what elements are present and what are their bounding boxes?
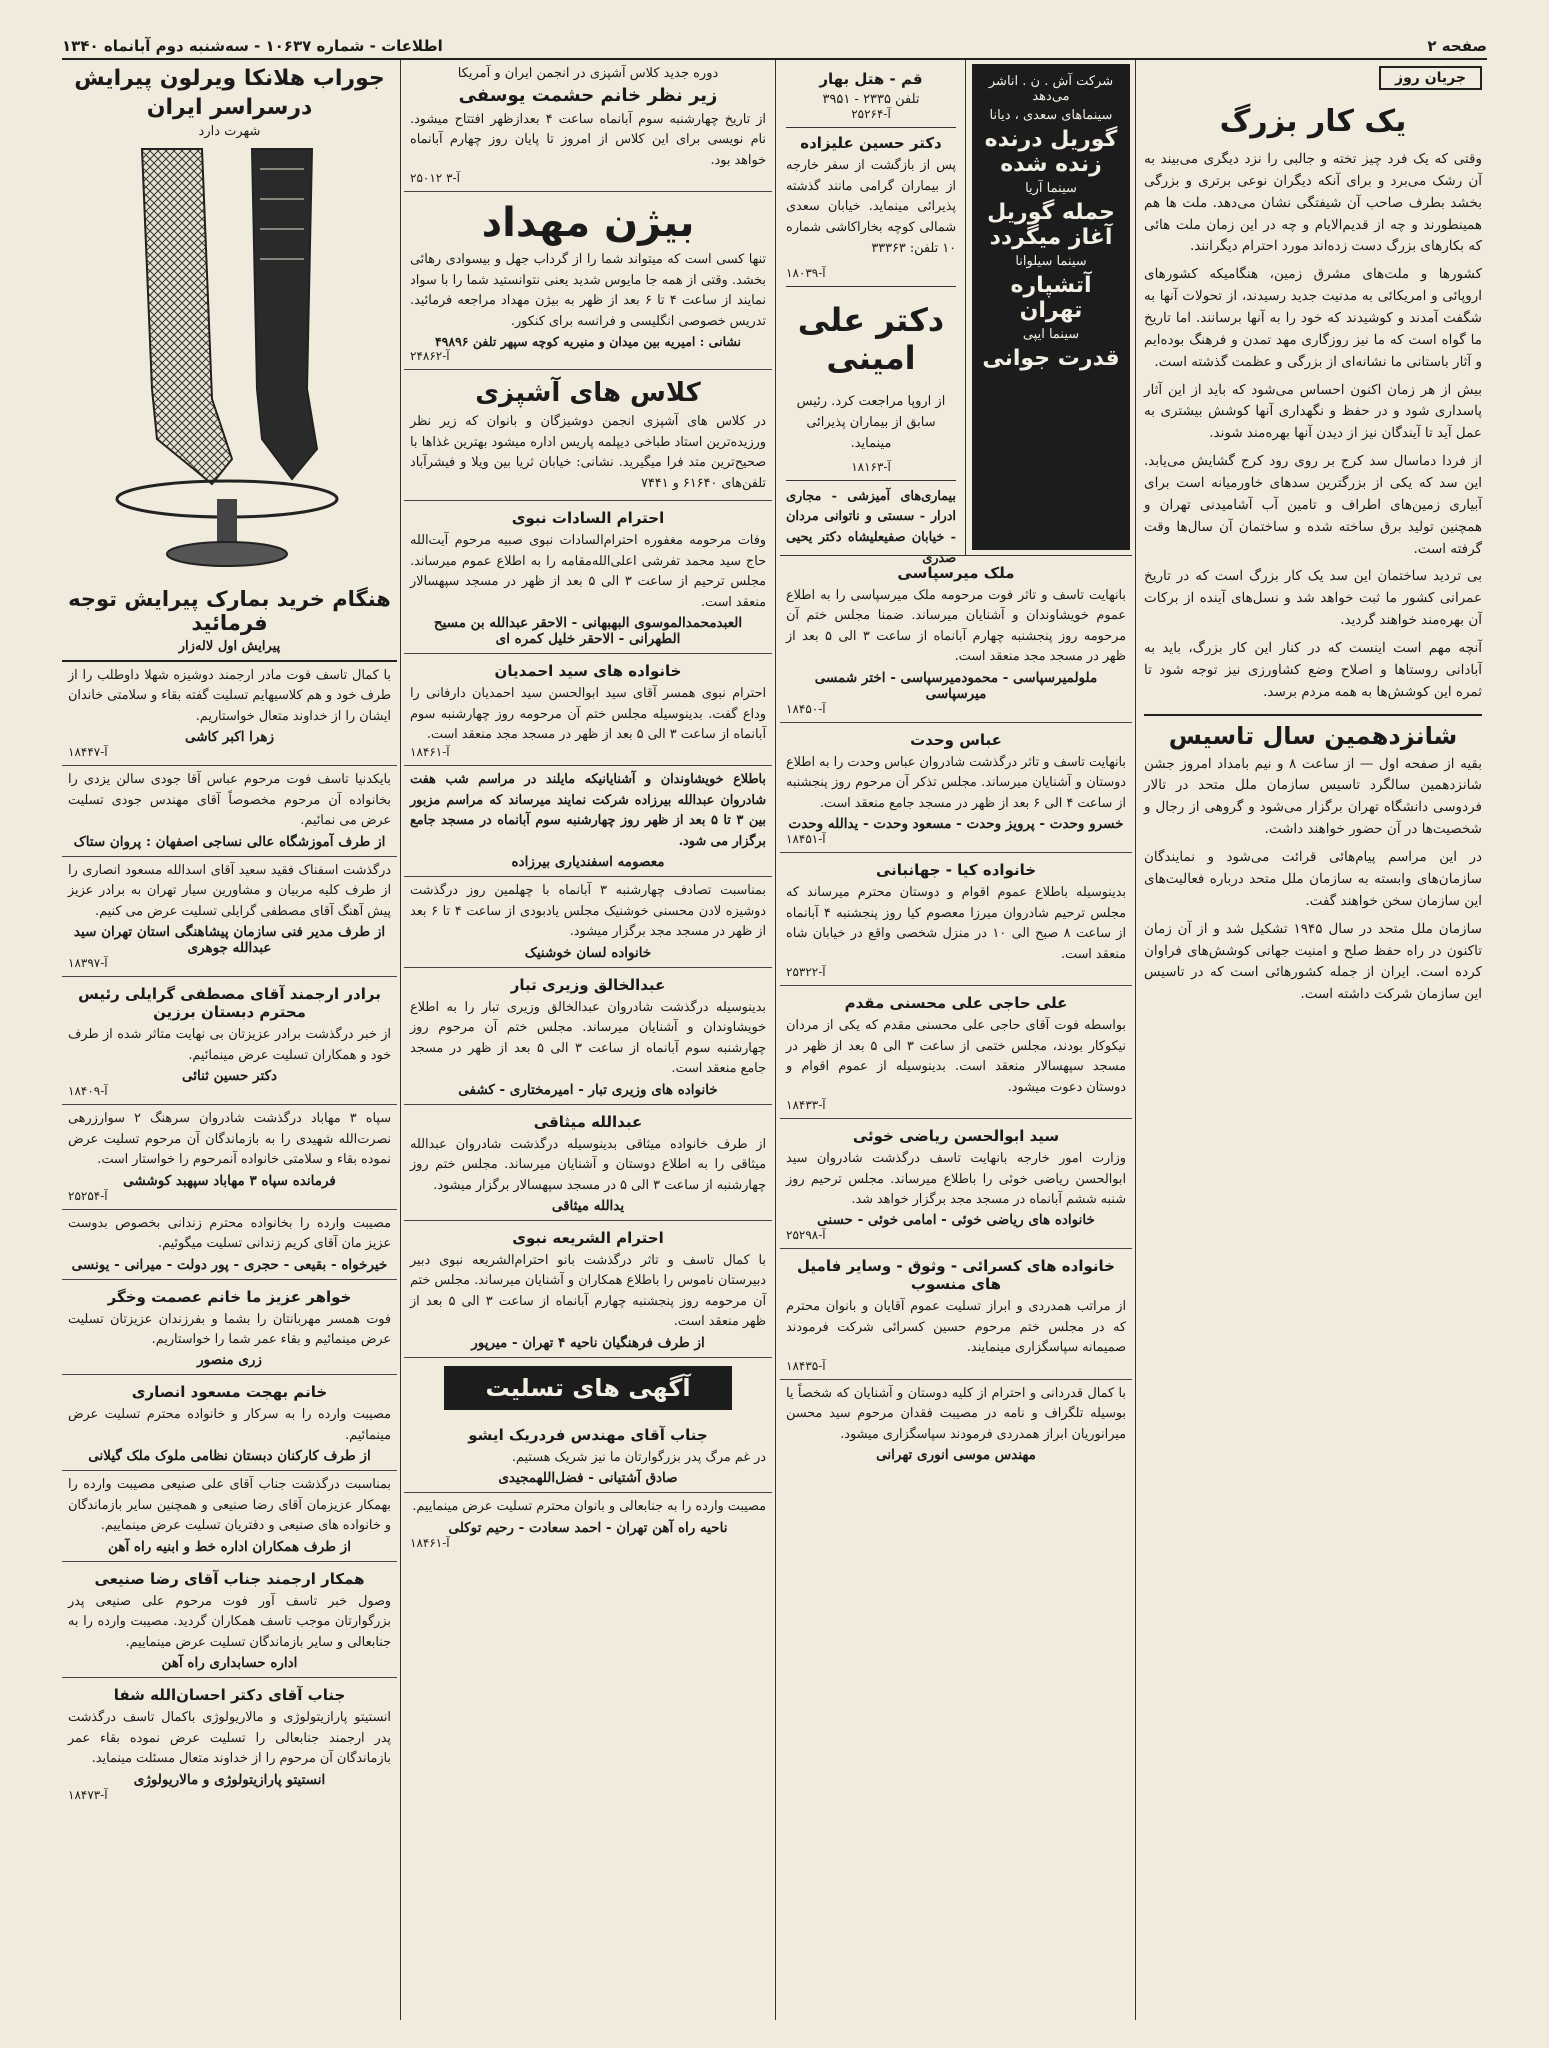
- notice-text: درگذشت اسفناک فقید سعید آقای اسدالله مسعود انصاری را از طرف کلیه مربیان و مشاورین سیار تهران به برادر عزیز پیش آهنگ آقای مصطفی گرایلی تسلیت عرض می کنیم.: [68, 862, 391, 919]
- column-rule: [775, 60, 776, 2020]
- small-ads-column: [780, 62, 962, 566]
- stockings-illustration: [62, 139, 397, 579]
- movie-title: آتشپاره تهران: [1010, 273, 1092, 323]
- notice-title: خواهر عزیز ما خانم عصمت وخگر: [107, 1287, 352, 1306]
- ad-code: آ-۱۸۱۶۳: [851, 459, 891, 474]
- condolence-notice: [62, 857, 397, 977]
- notice-text: بواسطه فوت آقای حاجی علی محسنی مقدم که یکی از مردان نیکوکار بودند، مجلس ختمی از ساعت ۳ الی ۵ بعد از ظهر در مسجد سپهسالار منعقد است. بدینوسیله از عموم اقوام و دوستان دعوت میشود.: [786, 1018, 1126, 1095]
- notice-signature: خیرخواه - بقیعی - حجری - پور دولت - میرانی - یونسی: [71, 1256, 388, 1273]
- notice-title: جناب آقای دکتر احسان‌الله شفا: [113, 1686, 346, 1705]
- obituary-notice: [780, 853, 1132, 986]
- ad-code: آ-۲۵۲۶۴: [851, 107, 891, 121]
- column-rule: [965, 60, 966, 555]
- notice-signature: دکتر حسین ثنائی: [181, 1068, 278, 1085]
- notice-text: فوت همسر مهربانتان را بشما و بفرزندان عزیزتان تسلیت عرض مینمائیم و بقاء عمر شما را خواستاریم.: [68, 1311, 391, 1347]
- obituary-notice: [780, 1119, 1132, 1249]
- notices-column-4: [62, 62, 397, 2020]
- notice-text: از مراتب همدردی و ابراز تسلیت عموم آقایان و بانوان محترم که در مجلس ختم مرحوم حسین کسرائی شرکت فرمودند صمیمانه سپاسگزاری مینمایند.: [786, 1299, 1126, 1356]
- gratitude-notice: [780, 1380, 1132, 1469]
- obituary-notice: [404, 968, 772, 1105]
- notice-text: وصول خبر تاسف آور فوت مرحوم علی صنیعی پدر بزرگوارتان موجب تاسف همکاران گردید. مصیبت وارده را به جنابعالی و سایر بازماندگان تسلیت عرض مینماییم.: [68, 1593, 391, 1650]
- ad-code: آ-۱۸۰۳۹: [786, 265, 826, 280]
- condolence-notice: [404, 1418, 772, 1493]
- hotel-name: قم - هتل بهار: [819, 70, 923, 88]
- movie-title: حمله گوریل آغاز میگردد: [987, 200, 1115, 250]
- notice-title: سید ابوالحسن ریاضی خوئی: [852, 1127, 1060, 1146]
- editorial-column: [1138, 62, 1488, 2022]
- notice-title: همکار ارجمند جناب آقای رضا صنیعی: [94, 1569, 365, 1588]
- notice-signature: زهرا اکبر کاشی: [184, 729, 275, 746]
- notice-signature: از طرف کارکنان دبستان نظامی ملوک ملک گیلانی: [88, 1448, 371, 1465]
- notice-text: بانهایت تاسف و تاثر فوت مرحومه ملک میرسپاسی را به اطلاع عموم خویشاوندان و آشنایان میرساند. ضمنا مجلس ختم آن مرحومه روز پنجشنبه چهارم آبانماه از ساعت ۳ الی ۵ بعد از ظهر در مسجد مجد منعقد است.: [786, 588, 1126, 665]
- editorial-paragraph: بیش از هر زمان اکنون احساس می‌شود که باید از این آثار پاسداری شود و در حفظ و نگهداری آنها کوشش بیشتری به عمل آید تا آیندگان نیز از دیدن آنها بهره‌مند شوند.: [1144, 381, 1482, 442]
- ad-footer: هنگام خرید بمارک پیرایش توجه فرمائید: [68, 587, 391, 635]
- editorial-title: یک کار بزرگ: [1219, 104, 1407, 139]
- notice-signature: العبدمحمدالموسوی البهبهانی - الاحقر عبدالله بن مسیح الطهرانی - الاحقر خلیل کمره ای: [433, 615, 743, 648]
- notice-signature: یدالله میثاقی: [551, 1198, 625, 1214]
- notice-title: احترام الشریعه نبوی: [512, 1229, 664, 1247]
- cooking-advertisement: [404, 370, 772, 501]
- condolence-notice: [62, 1210, 397, 1280]
- column-rule: [1135, 60, 1136, 2020]
- ad-tagline: شهرت دارد: [198, 124, 261, 139]
- memorial-notice: [404, 766, 772, 877]
- notice-signature: ناحیه راه آهن تهران - احمد سعادت - رحیم توکلی: [448, 1519, 728, 1536]
- editorial-paragraph: وقتی که یک فرد چیز تخته و جالبی را نزد دیگری می‌بیند به آن رشک می‌برد و برای آنکه دیگران نوعی برتری و بزرگی بخشد بطرف صاحب آن شیفتگی نشان می‌دهد. ملت ها هم همینطورند و چه از قدیم‌الایام و چه در این زمان ملت هائی که بکارهای بزرگ دست زده‌اند مورد احترام دیگرانند.: [1144, 151, 1482, 255]
- ad-subheadline: درسراسر ایران: [146, 95, 313, 120]
- notice-signature: از طرف آموزشگاه عالی نساجی اصفهان : پروان ستاک: [73, 833, 386, 850]
- hosiery-advertisement: [62, 66, 397, 662]
- class-text: از تاریخ چهارشنبه سوم آبانماه ساعت ۴ بعدازظهر افتتاح میشود. نام نویسی برای این کلاس از امروز تا پایان روز چهارم آبانماه خواهد بود.: [410, 112, 766, 168]
- cooking-text: در کلاس های آشپزی انجمن دوشیزگان و بانوان که زیر نظر ورزیده‌ترین استاد طباخی دیپلمه پاریس اداره میشود بهترین غذاها با صحیح‌ترین متد فرا میگیرید. نشانی: خیابان ثریا بین ویلا و فیشرآباد تلفن‌های ۶۱۶۴۰ و ۷۴۴۱: [410, 414, 766, 491]
- ad-code: آ-۱۸۴۷۳: [68, 1787, 108, 1802]
- notice-title: عبدالخالق وزیری تبار: [510, 975, 666, 994]
- editorial-paragraph: بی تردید ساختمان این سد یک کار بزرگ است که در تاریخ عمرانی کشور ما ثبت خواهد شد و نسل‌های آینده از برکات آن بهره‌مند خواهند گردید.: [1144, 568, 1482, 629]
- condolence-banner: آگهی های تسلیت: [444, 1366, 732, 1410]
- tutor-name: بیژن مهداد: [481, 200, 695, 247]
- editorial-paragraph: کشورها و ملت‌های مشرق زمین، هنگامیکه کشورهای اروپائی و امریکائی به مدنیت جدید رسیدند، از تحولات آنها به شگفت آمدند و کوشیدند که خود را به آنها برسانند. اما تاریخ ما گواه است که ما نیز روزگاری مهد تمدن و فرهنگ بوده‌ایم و آثار باستانی ما نشانه‌ای از بزرگی و عظمت گذشته است.: [1144, 266, 1482, 370]
- tutor-text: تنها کسی است که میتواند شما را از گرداب جهل و بیسوادی رهائی بخشد. وقتی از همه جا مایوس شدید یعنی نتوانستید شما را با سواد نمایند از ساعت ۴ تا ۶ بعد از ظهر به بیژن مهداد مراجعه فرمائید. تدریس خصوصی انگلیسی و فرانسه برای کنکور.: [410, 252, 766, 329]
- notice-signature: مهندس موسی انوری تهرانی: [876, 1447, 1036, 1464]
- editorial-paragraph: آنچه مهم است اینست که در کنار این کار بزرگ، باید به آبادانی روستاها و اصلاح وضع کشاورزی نیز توجه شود تا ثمره این کوشش‌ها به همه مردم برسد.: [1144, 640, 1482, 700]
- notice-text: بمناسبت درگذشت جناب آقای علی صنیعی مصیبت وارده را بهمکار عزیزمان آقای رضا صنیعی و همچنین سایر بازماندگان و خانواده های صنیعی و دفتریان تسلیت عرض مینماییم.: [68, 1477, 391, 1534]
- notice-signature: خانواده لسان خوشنیک: [524, 944, 652, 961]
- condolence-notice: [62, 977, 397, 1105]
- notice-text: از طرف خانواده میثاقی بدینوسیله درگذشت شادروان عبدالله میثاقی را به اطلاع دوستان و آشنایان میرساند. مجلس ختم روز چهارشنبه از ساعت ۳ الی ۵ در مسجد سپهسالار برگزار میشود.: [410, 1136, 766, 1193]
- notices-column-2: [780, 555, 1132, 2020]
- notice-title: جناب آقای مهندس فردریک ایشو: [468, 1425, 708, 1444]
- condolence-notice: [62, 662, 397, 766]
- hotel-phone: تلفن ۲۳۳۵ - ۳۹۵۱: [822, 92, 920, 107]
- ad-code: آ-۱۸۴۵۱: [786, 832, 826, 847]
- notice-text: با کمال قدردانی و احترام از کلیه دوستان و آشنایان که شخصاً یا بوسیله تلگراف و نامه در مصیبت فقدان مرحوم سید محسن میرانوریان ابراز همدردی فرمودند سپاسگزاری میشود.: [786, 1385, 1126, 1442]
- notice-signature: صادق آشتیانی - فضل‌اللهمجیدی: [498, 1470, 678, 1487]
- notice-signature: اداره حسابداری راه آهن: [161, 1655, 298, 1672]
- notice-title: خانواده های سید احمدیان: [494, 662, 682, 681]
- clinic-notice: بیماری‌های آمیزشی - مجاری ادرار - سستی و ناتوانی مردان - خیابان صفیعلیشاه دکتر یحیی صدری: [786, 488, 956, 566]
- notice-text: احترام نبوی همسر آقای سید ابوالحسن سید احمدیان دارفانی را وداع گفت. بدینوسیله مجلس ختم آن مرحومه روز چهارشنبه سوم آبانماه از ساعت ۳ الی ۵ بعد از ظهر در مسجد مجد منعقد است.: [410, 686, 766, 742]
- notice-title: برادر ارجمند آقای مصطفی گرایلی رئیس محترم دبستان برزین: [78, 985, 381, 1022]
- cinema-line: سینما سیلوانا: [1015, 254, 1087, 269]
- class-intro: دوره جدید کلاس آشپزی در انجمن ایران و آمریکا: [457, 66, 719, 81]
- notice-signature: خسرو وحدت - پرویز وحدت - مسعود وحدت - یدالله وحدت: [788, 816, 1124, 833]
- obituary-notice: [404, 654, 772, 766]
- article-title: شانزدهمین سال تاسیس: [1168, 721, 1458, 750]
- notice-signature: خانواده های ریاضی خوئی - امامی خوئی - حسنی: [817, 1212, 1095, 1229]
- class-advertisement: [404, 62, 772, 192]
- class-heading: زیر نظر خانم حشمت یوسفی: [458, 85, 718, 106]
- notice-title: ملک میرسپاسی: [897, 564, 1015, 582]
- notice-title: خانم بهجت مسعود انصاری: [131, 1383, 328, 1402]
- notice-text: باطلاع خویشاوندان و آشنایانیکه مایلند در مراسم شب هفت شادروان عبدالله بیرزاده شرکت نمایند میرساند که مراسم مزبور بین ۳ تا ۵ بعد از ظهر روز چهارشنبه سوم آبانماه در مسجد جامع برگزار می شود.: [410, 772, 766, 849]
- notice-title: احترام السادات نبوی: [511, 509, 665, 528]
- ad-brand: پیرایش اول لاله‌زار: [178, 639, 281, 654]
- page-header: [62, 34, 1487, 60]
- notice-text: بمناسبت تصادف چهارشنبه ۳ آبانماه با چهلمین روز درگذشت دوشیزه لادن محسنی خوشنیک مجلس یادبودی از ساعت ۴ تا ۶ بعد از ظهر در مسجد مجد برگزار میشود.: [410, 883, 766, 940]
- notice-text: وزارت امور خارجه بانهایت تاسف درگذشت شادروان سید ابوالحسن ریاضی خوئی را باطلاع میرساند. مجلس ترحیم روز شنبه ششم آبانماه در مسجد مجد برگزار خواهد شد.: [786, 1151, 1126, 1207]
- doctor-name-large: دکتر علی امینی: [797, 300, 945, 377]
- doctor-notice: از اروپا مراجعت کرد. رئیس سابق از بیماران پذیرائی مینماید.: [796, 393, 946, 451]
- notice-signature: ملولمیرسپاسی - محمودمیرسپاسی - اختر شمسی میرسپاسی: [814, 669, 1098, 702]
- notice-text: مصیبت وارده را به جنابعالی و بانوان محترم تسلیت عرض مینماییم.: [412, 1499, 766, 1515]
- condolence-notice: [62, 1280, 397, 1376]
- condolence-notice: [62, 766, 397, 856]
- notices-column-3: [404, 62, 772, 2020]
- ad-code: آ-۱۸۴۳۵: [786, 1358, 826, 1373]
- tutor-advertisement: [404, 192, 772, 370]
- notice-text: بایکدنیا تاسف فوت مرحوم عباس آقا جودی سالن یزدی را بخانواده آن مرحوم مخصوصاً آقای مهندس جودی تسلیت عرض می نمائیم.: [68, 772, 391, 829]
- notice-text: با کمال تاسف و تاثر درگذشت بانو احترام‌الشریعه نبوی دبیر دبیرستان ناموس را باطلاع همکاران و آشنایان میرساند. مجلس ختم آن مرحومه روز پنجشنبه چهارم آبانماه از ساعت ۳ الی ۵ بعد از ظهر منعقد است.: [410, 1253, 766, 1330]
- editorial-paragraph: از فردا دماسال سد کرج بر روی رود کرج گشایش می‌یابد. این سد که یکی از بزرگترین سدهای خاورمیانه است برای آبیاری زمین‌های اطراف و تامین آب آشامیدنی تهران و همچنین تولید برق ساخته شده و ساختمان آن سال‌ها وقت گرفته است.: [1144, 453, 1482, 557]
- obituary-notice: [780, 556, 1132, 723]
- notice-text: وفات مرحومه مغفوره احترام‌السادات نبوی صبیه مرحوم آیت‌الله حاج سید محمد تفرشی اعلی‌الله‌مقامه را به اطلاع عموم میرساند. مجلس ترحیم از ساعت ۳ الی ۵ بعد از ظهر در مسجد سپهسالار منعقد است.: [410, 533, 766, 610]
- notice-signature: از طرف فرهنگیان ناحیه ۴ تهران - میرپور: [471, 1334, 705, 1351]
- article-paragraph: بقیه از صفحه اول — از ساعت ۸ و نیم بامداد امروز جشن شانزدهمین سالگرد تاسیس سازمان ملل متحد در تالار فردوسی دانشگاه تهران برگزار می‌شود و گروهی از رجال و شخصیت‌ها در آن حضور خواهند داشت.: [1144, 755, 1482, 838]
- notice-signature: معصومه اسفندیاری بیرزاده: [511, 854, 665, 871]
- cinema-advertisement: [972, 64, 1130, 550]
- condolence-notice: [62, 1678, 397, 1807]
- notice-title: عبدالله میثاقی: [533, 1112, 643, 1131]
- notice-signature: خانواده های وزیری تبار - امیرمختاری - کشفی: [458, 1081, 718, 1098]
- ad-code: آ-۳ ۲۵۰۱۲: [410, 171, 460, 186]
- notice-text: در غم مرگ پدر بزرگوارتان ما نیز شریک هستیم.: [511, 1449, 766, 1465]
- memorial-notice: [404, 877, 772, 967]
- ad-code: آ-۲۴۸۶۲: [410, 349, 450, 364]
- notice-text: مصیبت وارده را به سرکار و خانواده محترم تسلیت عرض مینمائیم.: [68, 1407, 391, 1443]
- cinema-company: شرکت آش . ن . اناشر می‌دهد: [988, 74, 1114, 104]
- condolence-notice: [62, 1105, 397, 1209]
- obituary-notice: [404, 501, 772, 654]
- ad-code: آ-۱۸۴۰۹: [68, 1084, 108, 1099]
- issue-info: اطلاعات - شماره ۱۰۶۳۷ - سه‌شنبه دوم آبانماه ۱۳۴۰: [62, 37, 443, 55]
- obituary-notice: [404, 1221, 772, 1358]
- ad-headline: جوراب هلانکا ویرلون پیرایش: [74, 66, 385, 91]
- obituary-notice: [404, 1105, 772, 1221]
- obituary-notice: [780, 723, 1132, 853]
- condolence-notice: [62, 1562, 397, 1678]
- tutor-address: نشانی : امیریه بین میدان و منیریه کوچه سپهر تلفن ۴۹۸۹۶: [434, 334, 742, 350]
- notice-text: سپاه ۳ مهاباد درگذشت شادروان سرهنگ ۲ سوارزرهی نصرت‌الله شهیدی را به بازماندگان آن مرحوم تسلیت عرض نموده بقاء و سلامتی خانواده آنمرحوم را خواستار است.: [68, 1111, 391, 1168]
- page-number: صفحه ۲: [1427, 37, 1487, 55]
- notice-title: عباس وحدت: [910, 730, 1002, 749]
- condolence-notice: [62, 1375, 397, 1471]
- notice-title: خانواده های کسرائی - وثوق - وسایر فامیل های منسوب: [797, 1257, 1115, 1294]
- cinema-line: سینما ایپی: [1022, 327, 1080, 342]
- doctor-notice: پس از بازگشت از سفر خارجه از بیماران گرامی مانند گذشته پذیرائی مینماید. خیابان سعدی شمالی کوچه بخاراکاشی شماره ۱۰ تلفن: ۳۳۳۶۳: [786, 158, 956, 256]
- notice-title: علی حاجی علی محسنی مقدم: [844, 994, 1068, 1013]
- obituary-notice: [780, 986, 1132, 1119]
- ad-code: آ-۲۵۳۲۲: [786, 965, 826, 980]
- notice-text: با کمال تاسف فوت مادر ارجمند دوشیزه شهلا داوطلب را از طرف خود و هم کلاسیهایم تسلیت گفته بقاء و سلامتی خاندان ایشان را از خداوند متعال خواستاریم.: [68, 668, 391, 724]
- ad-code: آ-۱۸۴۴۷: [68, 745, 108, 760]
- notice-signature: انستیتو پارازیتولوژی و مالاریولوژی: [133, 1771, 326, 1788]
- ad-code: آ-۱۸۴۵۰: [786, 701, 826, 716]
- gratitude-notice: [780, 1249, 1132, 1379]
- ad-code: آ-۲۵۲۵۴: [68, 1188, 108, 1203]
- movie-title: گوریل درنده زنده شده: [984, 127, 1118, 177]
- condolence-notice: [62, 1471, 397, 1561]
- ad-code: آ-۱۸۴۶۱: [410, 745, 450, 760]
- condolence-notice: [404, 1493, 772, 1555]
- ad-code: آ-۱۸۳۹۷: [68, 956, 108, 971]
- ad-code: آ-۱۸۴۶۱: [410, 1535, 450, 1550]
- notice-signature: از طرف مدیر فنی سازمان پیشاهنگی استان تهران سید عبدالله جوهری: [73, 924, 386, 957]
- cooking-title: کلاس های آشپزی: [475, 378, 701, 409]
- notice-text: انستیتو پارازیتولوژی و مالاریولوژی باکمال تاسف درگذشت پدر ارجمند جنابعالی را تسلیت عرض نموده بقاء عمر بازماندگان آن مرحوم را از خداوند متعال مسئلت مینماید.: [68, 1710, 391, 1767]
- notice-signature: زری منصور: [197, 1352, 262, 1369]
- notice-text: مصیبت وارده را بخانواده محترم زندانی بخصوص بدوست عزیز مان آقای کریم زندانی تسلیت میگوئیم.: [68, 1215, 391, 1252]
- movie-title: قدرت جوانی: [982, 346, 1120, 371]
- doctor-name: دکتر حسین علیزاده: [800, 134, 942, 152]
- notice-signature: فرمانده سپاه ۳ مهاباد سپهبد کوششی: [123, 1172, 336, 1189]
- notice-signature: از طرف همکاران اداره خط و ابنیه راه آهن: [108, 1538, 351, 1555]
- article-paragraph: در این مراسم پیام‌هائی قرائت می‌شود و نمایندگان سازمان‌های وابسته به سازمان ملل متحد درباره فعالیت‌های این سازمان سخن خواهند گفت.: [1144, 849, 1482, 909]
- notice-text: بانهایت تاسف و تاثر درگذشت شادروان عباس وحدت را به اطلاع دوستان و آشنایان میرساند. مجلس تذکر آن مرحوم روز پنجشنبه از ساعت ۴ الی ۶ بعد از ظهر در مسجد جامع منعقد است.: [786, 754, 1126, 811]
- article-paragraph: سازمان ملل متحد در سال ۱۹۴۵ تشکیل شد و از آن زمان تاکنون در راه حفظ صلح و امنیت جهانی کوشش‌های فراوان کرده است. ایران از جمله کشورهائی است که در تاسیس این سازمان شرکت داشته است.: [1144, 920, 1482, 1003]
- notice-text: بدینوسیله باطلاع عموم اقوام و دوستان محترم میرساند که مجلس ترحیم شادروان میرزا معصوم کیا روز پنجشنبه ۴ آبانماه از ساعت ۸ صبح الی ۱۰ در منزل شخصی واقع در خیابان شاه منعقد است.: [786, 885, 1127, 962]
- ad-code: آ-۲۵۲۹۸: [786, 1228, 826, 1243]
- cinema-line: سینما آریا: [1025, 181, 1077, 196]
- column-tag: جریان روز: [1379, 66, 1482, 90]
- notice-title: خانواده کیا - جهانبانی: [875, 861, 1037, 880]
- notice-text: از خبر درگذشت برادر عزیزتان بی نهایت متاثر شده از طرف خود و همکاران تسلیت عرض مینمائیم.: [68, 1027, 391, 1063]
- ad-code: آ-۱۸۴۳۳: [786, 1098, 826, 1113]
- notice-text: بدینوسیله درگذشت شادروان عبدالخالق وزیری تبار را به اطلاع خویشاوندان و آشنایان میرساند. مجلس ختم آن مرحوم روز چهارشنبه سوم آبانماه از ساعت ۳ الی ۵ بعد از ظهر در مسجد جامع منعقد است.: [410, 999, 766, 1077]
- column-rule: [400, 60, 401, 2020]
- cinema-line: سینماهای سعدی ، دیانا: [989, 108, 1113, 123]
